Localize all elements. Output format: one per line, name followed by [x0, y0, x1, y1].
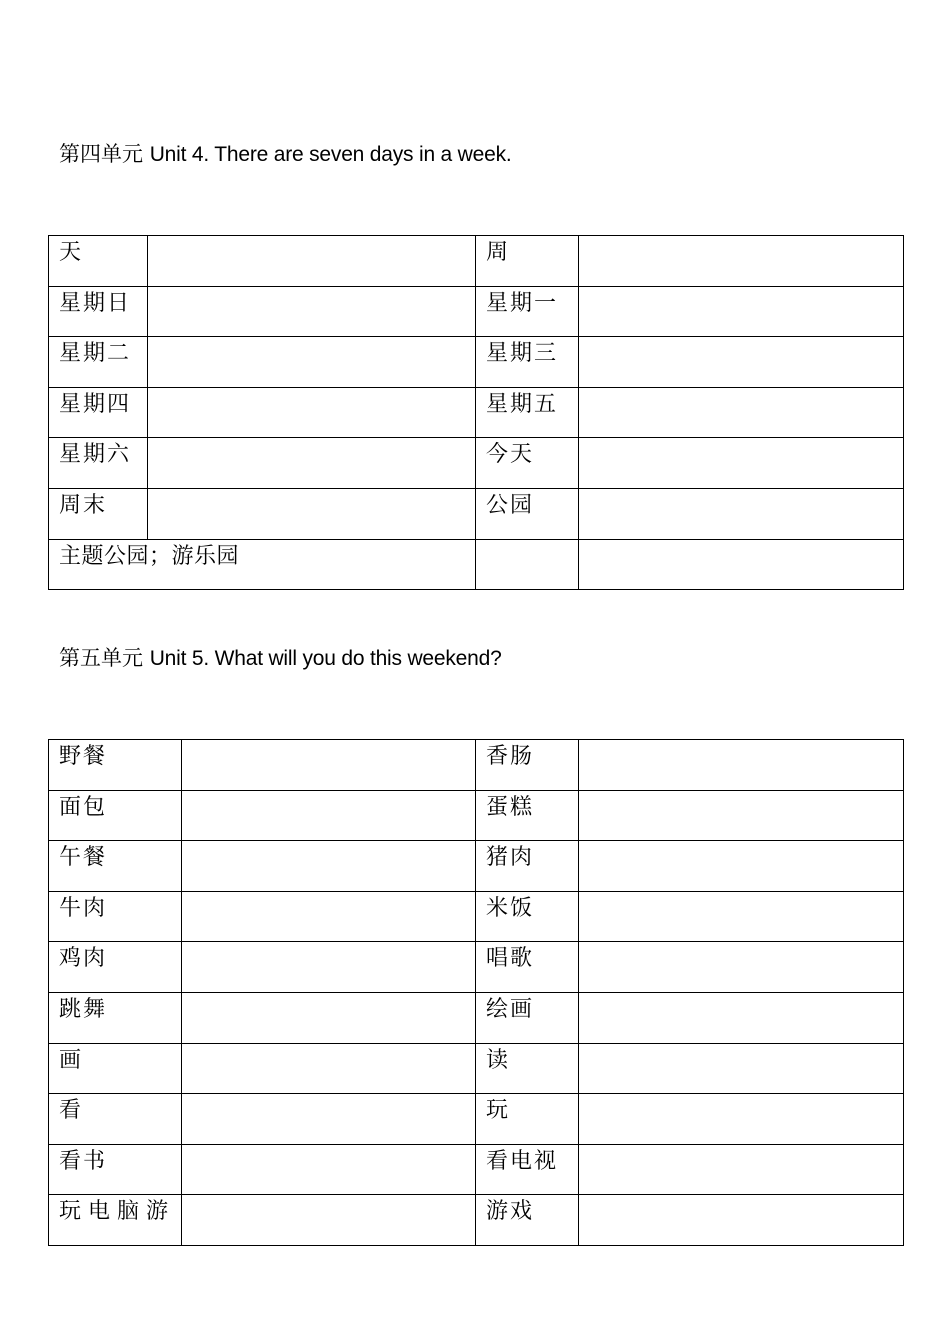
table-row	[49, 1043, 904, 1094]
word-label: 天	[59, 240, 84, 265]
answer-cell[interactable]	[579, 337, 904, 388]
table-row	[49, 1094, 904, 1145]
word-cell	[476, 992, 579, 1043]
unit5-heading-cn: 第五单元	[59, 646, 143, 670]
unit5-heading	[59, 648, 502, 669]
word-label: 读	[486, 1047, 511, 1073]
table-row	[49, 236, 904, 287]
word-cell	[49, 942, 182, 993]
word-label: 星期五	[486, 391, 559, 417]
unit4-heading-cn: 第四单元	[59, 142, 143, 166]
word-label: 午餐	[59, 845, 108, 871]
word-label: 周	[486, 240, 511, 265]
answer-cell[interactable]	[182, 740, 476, 791]
word-cell	[49, 337, 148, 388]
answer-cell[interactable]	[579, 1144, 904, 1195]
word-cell	[476, 1094, 579, 1145]
answer-cell[interactable]	[148, 236, 476, 287]
answer-cell[interactable]	[182, 891, 476, 942]
word-cell	[49, 236, 148, 287]
word-label: 蛋糕	[486, 794, 535, 820]
word-cell	[476, 740, 579, 791]
answer-cell[interactable]	[579, 236, 904, 287]
word-cell	[476, 337, 579, 388]
table-row	[49, 539, 904, 590]
answer-cell[interactable]	[182, 1144, 476, 1195]
unit4-vocab-table	[48, 235, 904, 590]
word-label: 唱歌	[486, 946, 535, 972]
table-row	[49, 992, 904, 1043]
answer-cell[interactable]	[579, 1094, 904, 1145]
word-cell	[49, 387, 148, 438]
word-cell	[476, 1195, 579, 1246]
answer-cell[interactable]	[182, 1043, 476, 1094]
word-cell	[49, 740, 182, 791]
word-cell	[49, 1144, 182, 1195]
answer-cell[interactable]	[579, 1043, 904, 1094]
word-cell	[476, 1043, 579, 1094]
answer-cell[interactable]	[579, 1195, 904, 1246]
answer-cell[interactable]	[182, 790, 476, 841]
answer-cell[interactable]	[579, 841, 904, 892]
table-row	[49, 740, 904, 791]
word-cell	[476, 387, 579, 438]
answer-cell[interactable]	[476, 539, 579, 590]
answer-cell[interactable]	[148, 387, 476, 438]
word-label: 今天	[486, 442, 535, 468]
answer-cell[interactable]	[579, 891, 904, 942]
table-row	[49, 387, 904, 438]
answer-cell[interactable]	[148, 438, 476, 489]
table-row	[49, 488, 904, 539]
word-label: 星期二	[59, 341, 132, 367]
table-row	[49, 841, 904, 892]
word-label: 香肠	[486, 744, 535, 769]
word-label: 星期日	[59, 290, 132, 316]
word-label: 牛肉	[59, 895, 108, 921]
word-cell	[49, 286, 148, 337]
answer-cell[interactable]	[148, 286, 476, 337]
unit5-vocab-table	[48, 739, 904, 1246]
word-label: 看	[59, 1098, 84, 1124]
word-cell	[476, 891, 579, 942]
word-label: 画	[59, 1047, 84, 1073]
word-cell	[49, 1195, 182, 1246]
table-row	[49, 1195, 904, 1246]
answer-cell[interactable]	[579, 488, 904, 539]
answer-cell[interactable]	[148, 337, 476, 388]
table-row	[49, 1144, 904, 1195]
word-cell	[476, 841, 579, 892]
word-label: 公园	[486, 492, 535, 518]
answer-cell[interactable]	[182, 1094, 476, 1145]
answer-cell[interactable]	[579, 790, 904, 841]
word-cell	[476, 286, 579, 337]
table-row	[49, 942, 904, 993]
answer-cell[interactable]	[579, 992, 904, 1043]
word-label: 猪肉	[486, 845, 535, 871]
word-cell	[476, 942, 579, 993]
answer-cell[interactable]	[182, 1195, 476, 1246]
answer-cell[interactable]	[579, 286, 904, 337]
word-label: 米饭	[486, 895, 535, 921]
word-cell	[476, 236, 579, 287]
word-cell	[476, 1144, 579, 1195]
table-row	[49, 790, 904, 841]
word-cell	[49, 992, 182, 1043]
table-row	[49, 286, 904, 337]
answer-cell[interactable]	[182, 942, 476, 993]
word-label: 鸡肉	[59, 946, 108, 972]
answer-cell[interactable]	[579, 740, 904, 791]
word-label: 星期六	[59, 442, 132, 468]
answer-cell[interactable]	[182, 992, 476, 1043]
word-label: 星期三	[486, 341, 559, 367]
word-cell	[476, 488, 579, 539]
table-row	[49, 438, 904, 489]
word-cell	[49, 438, 148, 489]
word-label: 星期四	[59, 391, 132, 417]
word-label: 面包	[59, 794, 108, 820]
word-label: 玩 电 脑 游	[59, 1199, 168, 1225]
word-label: 周末	[59, 492, 108, 518]
word-cell	[49, 488, 148, 539]
table-row	[49, 337, 904, 388]
word-label: 野餐	[59, 744, 108, 769]
answer-cell[interactable]	[579, 438, 904, 489]
word-label: 绘画	[486, 996, 535, 1022]
word-cell	[476, 438, 579, 489]
answer-cell[interactable]	[579, 387, 904, 438]
word-label: 主题公园；游乐园	[59, 543, 240, 569]
word-cell	[49, 790, 182, 841]
word-label: 跳舞	[59, 996, 108, 1022]
answer-cell[interactable]	[148, 488, 476, 539]
word-label: 星期一	[486, 290, 559, 316]
table-row	[49, 891, 904, 942]
word-cell	[49, 891, 182, 942]
word-cell	[476, 790, 579, 841]
word-cell	[49, 841, 182, 892]
answer-cell[interactable]	[579, 942, 904, 993]
answer-cell[interactable]	[579, 539, 904, 590]
word-label: 看电视	[486, 1148, 559, 1174]
word-label: 游戏	[486, 1199, 535, 1225]
answer-cell[interactable]	[182, 841, 476, 892]
unit4-heading-en: Unit 4. There are seven days in a week.	[149, 143, 512, 166]
word-label: 玩	[486, 1098, 511, 1124]
word-cell	[49, 1094, 182, 1145]
word-cell	[49, 1043, 182, 1094]
word-label: 看书	[59, 1148, 108, 1174]
word-cell	[49, 539, 476, 590]
unit5-heading-en: Unit 5. What will you do this weekend?	[149, 647, 502, 670]
unit4-heading	[59, 144, 512, 165]
